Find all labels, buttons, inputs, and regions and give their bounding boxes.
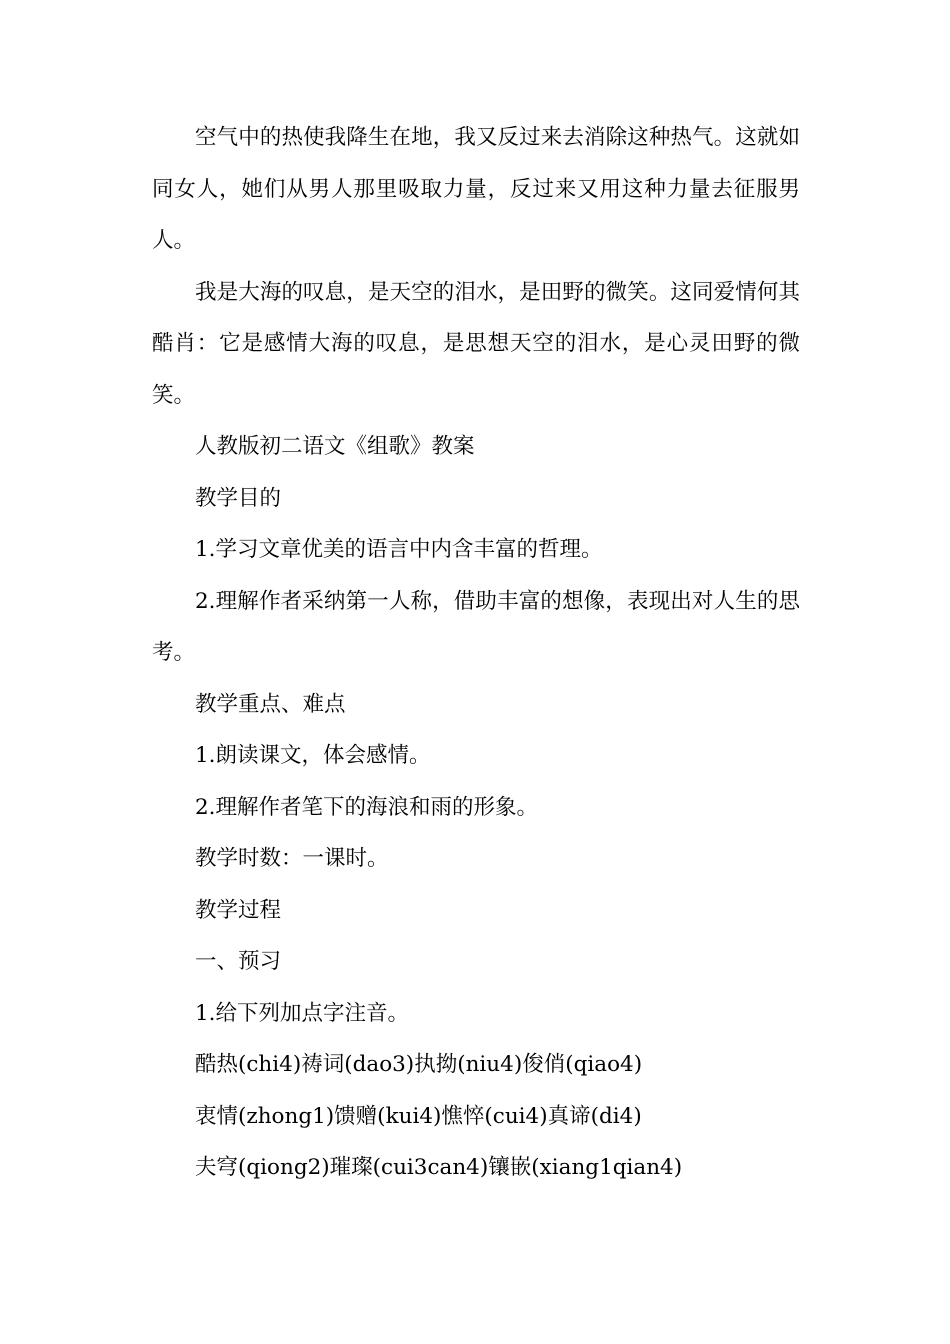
pinyin-line-3: 夫穹(qiong2)璀璨(cui3can4)镶嵌(xiang1qian4) bbox=[195, 1155, 683, 1180]
key-point-1: 1.朗读课文，体会感情。 bbox=[195, 743, 431, 768]
section-heading-key-points: 教学重点、难点 bbox=[195, 691, 346, 717]
section-heading-goals: 教学目的 bbox=[195, 485, 282, 511]
section-heading-process: 教学过程 bbox=[195, 897, 282, 923]
goal-item-1: 1.学习文章优美的语言中内含丰富的哲理。 bbox=[195, 537, 603, 562]
pinyin-line-1: 酷热(chi4)祷词(dao3)执拗(niu4)俊俏(qiao4) bbox=[195, 1052, 643, 1077]
class-hours: 教学时数：一课时。 bbox=[195, 846, 389, 871]
key-point-2: 2.理解作者笔下的海浪和雨的形象。 bbox=[195, 794, 539, 820]
paragraph-heat: 空气中的热使我降生在地，我又反过来去消除这种热气。这就如同女人，她们从男人那里吸取力量，反过来又用这种力量去征服男人。 bbox=[152, 125, 800, 253]
exercise-instruction: 1.给下列加点字注音。 bbox=[195, 1000, 410, 1026]
document-body bbox=[152, 112, 800, 1194]
goal-item-2: 2.理解作者采纳第一人称，借助丰富的想像，表现出对人生的思考。 bbox=[152, 588, 800, 665]
lesson-plan-title: 人教版初二语文《组歌》教案 bbox=[195, 434, 475, 459]
paragraph-sea-sigh: 我是大海的叹息，是天空的泪水，是田野的微笑。这同爱情何其酷肖：它是感情大海的叹息，是思想天空的泪水，是心灵田野的微笑。 bbox=[152, 279, 800, 408]
pinyin-line-2: 衷情(zhong1)馈赠(kui4)憔悴(cui4)真谛(di4) bbox=[195, 1103, 642, 1129]
subsection-heading-preview: 一、预习 bbox=[195, 949, 282, 974]
